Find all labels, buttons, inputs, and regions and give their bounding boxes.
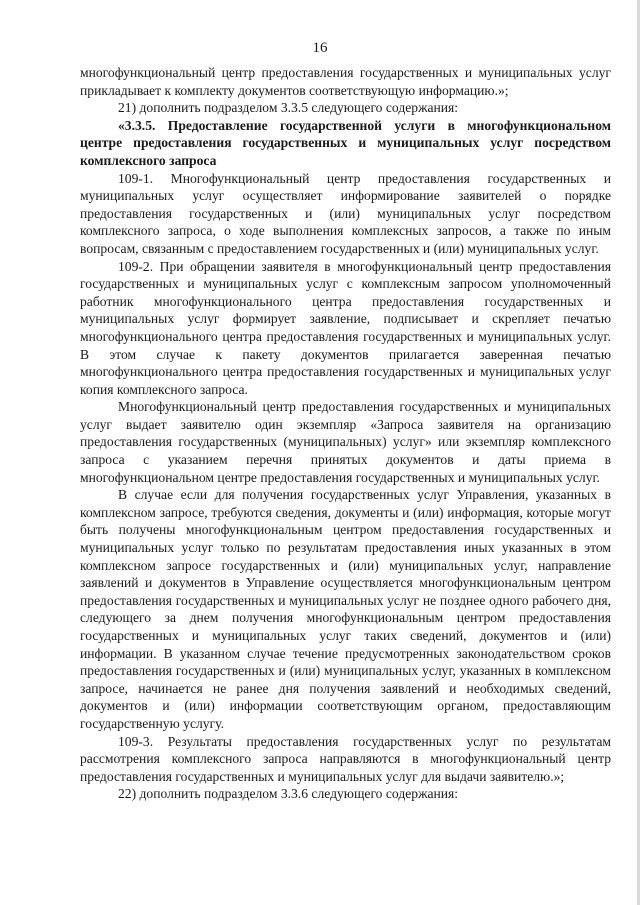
section-heading-3-3-5: «3.3.5. Предоставление государственной услуги в многофункциональном центре предоставления государственных и муниципальных услуг посредством комплексного запроса — [80, 117, 611, 168]
paragraph-amendment-21: 21) дополнить подразделом 3.3.5 следующего содержания: — [118, 100, 459, 116]
paragraph-109-2: 109-2. При обращении заявителя в многофункциональный центр предоставления государственных и муниципальных услуг с комплексным запросом уполномоченный работник многофункционального центра предоставления государственных и муниципальных услуг формирует заявление, подписывает и скрепляет печатью многофункционального центра предоставления государственных и муниципальных услуг. В этом случае к пакету документов прилагается заверенная печатью многофункционального центра предоставления государственных и муниципальных услуг копия комплексного запроса. — [80, 258, 611, 397]
paragraph-continuation: многофункциональный центр предоставления государственных и муниципальных услуг прикладывает к комплекту документов соответствующую информацию.»; — [80, 65, 611, 98]
document-body — [80, 64, 611, 803]
paragraph-109-1: 109-1. Многофункциональный центр предоставления государственных и муниципальных услуг осуществляет информирование заявителей о порядке предоставления государственных и (или) муниципальных услуг посредством комплексного запроса, о ходе выполнения комплексных запросов, а также по иным вопросам, связанным с предоставлением государственных и (или) муниципальных услуг. — [80, 170, 611, 256]
paragraph-dependent-services: В случае если для получения государственных услуг Управления, указанных в комплексном запросе, требуются сведения, документы и (или) информация, которые могут быть получены многофункциональным центром предоставления государственных и муниципальных услуг только по результатам предоставления иных указанных в этом комплексном запросе государственных и (или) муниципальных услуг, направление заявлений и документов в Управление осуществляется многофункциональным центром предоставления государственных и муниципальных услуг не позднее одного рабочего дня, следующего за днем получения многофункциональным центром предоставления государственных и муниципальных услуг таких сведений, документов и (или) информации. В указанном случае течение предусмотренных законодательством сроков предоставления государственных и (или) муниципальных услуг, указанных в комплексном запросе, начинается не ранее дня получения заявлений и необходимых сведений, документов и (или) информации соответствующим органом, предоставляющим государственную услугу. — [80, 487, 611, 731]
paragraph-109-3: 109-3. Результаты предоставления государственных услуг по результатам рассмотрения комплексного запроса направляются в многофункциональный центр предоставления государственных и муниципальных услуг для выдачи заявителю.»; — [80, 733, 611, 784]
paragraph-mfc-issues-copy: Многофункциональный центр предоставления государственных и муниципальных услуг выдает заявителю один экземпляр «Запроса заявителя на организацию предоставления государственных (муниципальных) услуг» или экземпляр комплексного запроса с указанием перечня принятых документов и даты приема в многофункциональном центре предоставления государственных и муниципальных услуг. — [80, 399, 611, 485]
page-number: 16 — [312, 40, 328, 56]
paragraph-amendment-22: 22) дополнить подразделом 3.3.6 следующего содержания: — [118, 786, 459, 802]
